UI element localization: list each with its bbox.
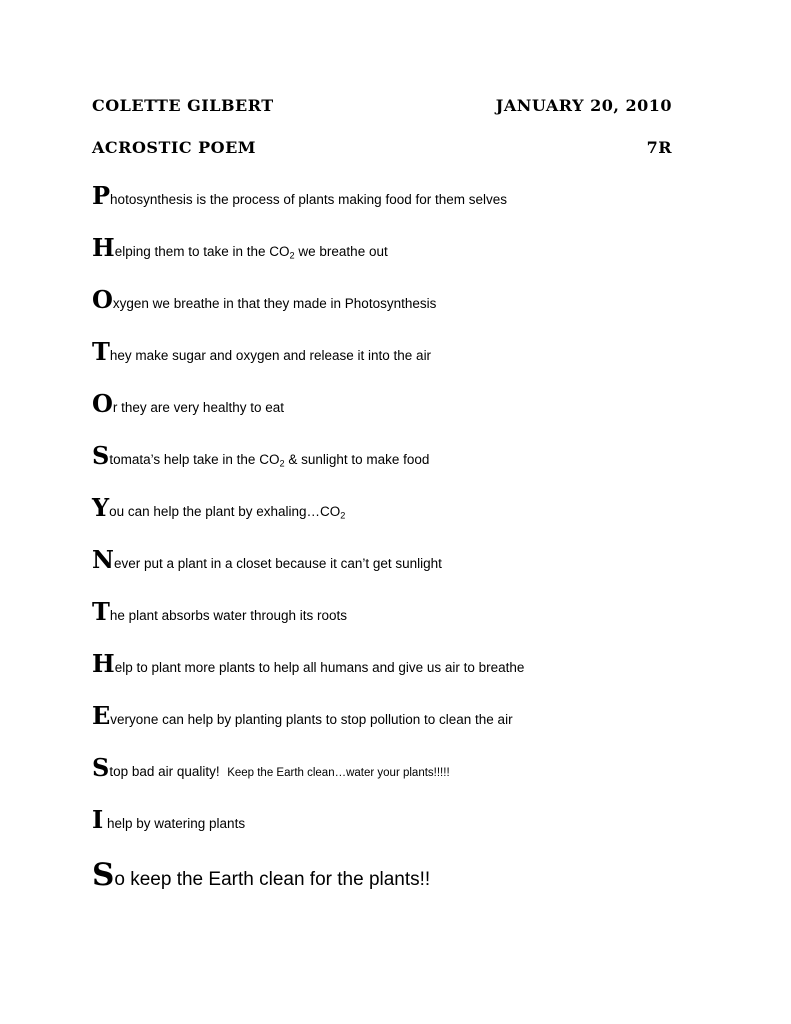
acrostic-letter: S	[92, 753, 110, 782]
line-text: tomata’s help take in the CO	[109, 452, 280, 467]
line-text-end: & sunlight to make food	[284, 452, 430, 467]
line-text: veryone can help by planting plants to stop pollution to clean the air	[110, 712, 513, 727]
line-text: xygen we breathe in that they made in Photosynthesis	[112, 296, 437, 311]
poem-line-7	[92, 493, 346, 522]
line-text: r they are very healthy to eat	[112, 400, 284, 415]
line-text: he plant absorbs water through its roots	[109, 608, 347, 623]
poem-line-11	[92, 701, 513, 730]
acrostic-letter: H	[92, 233, 115, 262]
acrostic-letter: O	[92, 389, 113, 418]
poem-line-9	[92, 597, 347, 626]
line-text: elping them to take in the CO	[114, 244, 290, 259]
line-text: help by watering plants	[103, 816, 246, 831]
poem-line-1	[92, 181, 507, 210]
line-text-small: Keep the Earth clean…water your plants!!!!!	[227, 767, 450, 779]
acrostic-letter: S	[92, 857, 115, 893]
poem-line-2	[92, 233, 388, 262]
acrostic-letter: I	[92, 805, 104, 834]
acrostic-letter: H	[92, 649, 115, 678]
author-name: COLETTE GILBERT	[92, 96, 274, 115]
line-text: hey make sugar and oxygen and release it into the air	[109, 348, 432, 363]
document-date: JANUARY 20, 2010	[495, 96, 672, 115]
poem-line-6	[92, 441, 430, 470]
line-text: top bad air quality!	[109, 764, 220, 779]
line-text: hotosynthesis is the process of plants making food for them selves	[110, 192, 507, 207]
poem-line-8	[92, 545, 442, 574]
acrostic-letter: E	[92, 701, 111, 730]
poem-line-12	[92, 753, 450, 782]
poem-line-4	[92, 337, 432, 366]
acrostic-letter: Y	[92, 493, 110, 522]
poem-line-5	[92, 389, 284, 418]
header-row-1	[92, 96, 672, 115]
acrostic-letter: S	[92, 441, 110, 470]
poem-line-14	[92, 857, 431, 893]
poem-line-10	[92, 649, 525, 678]
acrostic-letter: P	[92, 181, 111, 210]
subscript: 2	[279, 458, 285, 469]
poem-line-3	[92, 285, 437, 314]
line-text: o keep the Earth clean for the plants!!	[114, 869, 431, 890]
acrostic-letter: T	[92, 597, 110, 626]
line-text: ou can help the plant by exhaling…CO	[109, 504, 341, 519]
acrostic-letter: N	[92, 545, 114, 574]
header-row-2	[92, 138, 672, 157]
line-text: ever put a plant in a closet because it can’t get sunlight	[113, 556, 442, 571]
line-text: elp to plant more plants to help all humans and give us air to breathe	[114, 660, 525, 675]
poem-line-13	[92, 805, 246, 834]
assignment-title: ACROSTIC POEM	[92, 138, 257, 157]
subscript: 2	[340, 510, 346, 521]
subscript: 2	[289, 250, 295, 261]
acrostic-letter: O	[92, 285, 113, 314]
acrostic-letter: T	[92, 337, 110, 366]
line-text-end: we breathe out	[294, 244, 388, 259]
class-code: 7R	[646, 138, 672, 157]
